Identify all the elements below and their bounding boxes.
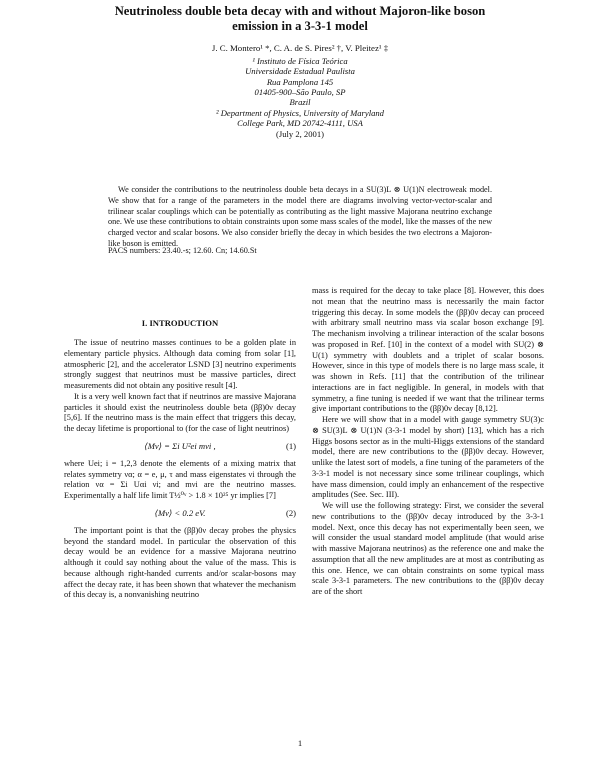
- left-column: [64, 338, 296, 601]
- affiliation-1-line-5: Brazil: [289, 97, 311, 107]
- equation-2: [64, 502, 296, 526]
- page-number: 1: [297, 738, 303, 748]
- pacs-numbers: PACS numbers: 23.40.-s; 12.60. Cn; 14.60.St: [108, 246, 257, 255]
- right-paragraph-1: mass is required for the decay to take place [8]. However, this does not mean that the neutrino mass is necessarily the main factor triggering this decay. In some models the (ββ)0ν decay can proceed with arbitrary small neutrino mass via scalar boson exchange [9]. The mechanism involving a trilinear interaction of the scalar bosons was proposed in Ref. [10] in the context of a model with SU(2) ⊗ U(1) symmetry with doublets and a triplet of scalar bosons. However, since in this type of models there is no large mass scale, it was shown in Refs. [11] that the contribution of the trilinear interactions are in fact negligible. In general, in models with that symmetry, a fine tuning is needed if we want that the trilinear terms give important contributions to the (ββ)0ν decay [8,12].: [312, 286, 544, 414]
- left-paragraph-3: where Uei; i = 1,2,3 denote the elements of a mixing matrix that relates symmetry να; α = e, μ, τ and mass eigenstates νi through the relation να = Σi Uαi νi; and mνi are the neutrino masses. Experimentally a half life limit T½⁰ᵛ > 1.8 × 10²⁵ yr implies [7]: [64, 458, 296, 500]
- left-paragraph-1: The issue of neutrino masses continues to be a golden plate in elementary particle physics. Although data coming from solar [1], atmospheric [2], and the accelerator LSND [3] neutrino experiments strongly suggest that neutrinos must be massive particles, direct measurements did not obtain any positive result [4].: [64, 338, 296, 390]
- equation-2-body: ⟨Mν⟩ < 0.2 eV.: [154, 507, 206, 518]
- right-paragraph-2: Here we will show that in a model with gauge symmetry SU(3)c ⊗ SU(3)L ⊗ U(1)N (3-3-1 model by short) [13], which has a rich Higgs bosons sector as in the multi-Higgs extensions of the standard model, there are new contributions to the (ββ)0ν decay. However, unlike the latest sort of models, a fine tuning of the parameters of the 3-3-1 model is not necessary since some trilinear couplings, which have mass dimension, could imply an enhancement of the respective amplitudes (See. Sec. III).: [312, 415, 544, 500]
- title-line-1: Neutrinoless double beta decay with and without Majoron-like boson: [114, 4, 486, 18]
- left-paragraph-2: It is a very well known fact that if neutrinos are massive Majorana particles it should exist the neutrinoless double beta (ββ)0ν decay [5,6]. If the neutrino mass is the main effect that triggers this decay, the decay lifetime is proportional to (for the case of light neutrinos): [64, 391, 296, 433]
- date: (July 2, 2001): [276, 129, 324, 139]
- equation-2-number: (2): [285, 507, 296, 518]
- right-column: [312, 286, 544, 598]
- right-paragraph-3: We will use the following strategy: First, we consider the several new contributions to the (ββ)0ν decay introduced by the 3-3-1 model. Next, once this decay has not experimentally been seen, we will consider the usual standard model amplitude (that would arise with massive Majorana neutrinos) as the reference one and make the assumption that all the new amplitudes are at most as contributing as this one. Hence, we can obtain constraints on some typical mass scale 3-3-1 parameters. The new contributions to the (ββ)0ν decay are of the short: [312, 501, 544, 596]
- equation-1-body: ⟨Mν⟩ = Σi U²ei mνi ,: [144, 440, 216, 451]
- abstract: [108, 185, 492, 250]
- affiliation-2: ² Department of Physics, University of Maryland: [216, 108, 384, 118]
- affiliation-1-line-4: 01405-900–São Paulo, SP: [254, 87, 346, 97]
- left-paragraph-4: The important point is that the (ββ)0ν decay probes the physics beyond the standard model. In particular the observation of this decay would be an evidence for a massive Majorana neutrino although it could say nothing about the value of the mass. This is because although right-handed currents and/or scalar-bosons may affect the decay rate, it has been shown that whatever the mechanism of this decay is, a nonvanishing neutrino: [64, 525, 296, 600]
- affiliation-2-line-2: College Park, MD 20742-4111, USA: [237, 118, 363, 128]
- section-heading: I. INTRODUCTION: [141, 318, 219, 328]
- affiliation-1: ¹ Instituto de Física Teórica: [252, 56, 348, 66]
- paper-title: [95, 4, 505, 34]
- affiliation-1-line-3: Rua Pamplona 145: [266, 77, 334, 87]
- title-line-2: emission in a 3-3-1 model: [232, 19, 368, 33]
- equation-1: [64, 435, 296, 459]
- abstract-text: We consider the contributions to the neutrinoless double beta decays in a SU(3)L ⊗ U(1)N electroweak model. We show that for a range of the parameters in the model there are diagrams involving vector-vector-scalar and trilinear scalar couplings which can be potentially as contributing as the light massive Majorana neutrino exchange one. We use these contributions to obtain constraints upon some mass scales of the model, like the masses of the new charged vector and scalar bosons. We also consider briefly the decay in which besides the two electrons a Majoron-like boson is emitted.: [108, 185, 492, 248]
- equation-1-number: (1): [285, 440, 296, 451]
- affiliation-1-line-2: Universidade Estadual Paulista: [245, 66, 355, 76]
- authors: J. C. Montero¹ *, C. A. de S. Pires² †, V. Pleitez¹ ‡: [211, 43, 389, 53]
